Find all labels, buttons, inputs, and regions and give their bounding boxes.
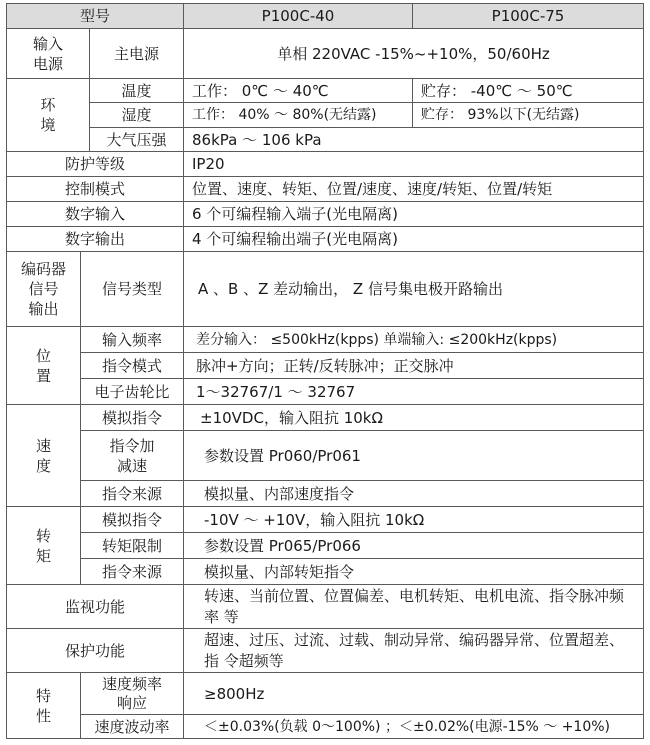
torque-analog-cmd-value: -10V ～ +10V，输入阻抗 10kΩ	[184, 507, 644, 533]
power-main-label: 主电源	[90, 29, 184, 79]
env-humidity-label: 湿度	[90, 103, 184, 128]
position-gear-ratio-value: 1～32767/1 ～ 32767	[184, 379, 644, 405]
env-temp-storage: 贮存： -40℃ ～ 50℃	[413, 79, 644, 103]
digital-output-value: 4 个可编程输出端子(光电隔离)	[184, 227, 644, 252]
speed-accel-value: 参数设置 Pr060/Pr061	[184, 431, 644, 481]
char-speed-fluct-label: 速度波动率	[81, 715, 184, 739]
header-model-label: 型号	[6, 3, 184, 29]
protection-level-label: 防护等级	[6, 152, 184, 177]
encoder-group-label: 编码器 信号 输出	[6, 252, 81, 327]
digital-input-value: 6 个可编程输入端子(光电隔离)	[184, 202, 644, 227]
position-cmd-mode-value: 脉冲+方向；正转/反转脉冲；正交脉冲	[184, 353, 644, 379]
position-cmd-mode-label: 指令模式	[81, 353, 184, 379]
position-gear-ratio-label: 电子齿轮比	[81, 379, 184, 405]
torque-cmd-source-label: 指令来源	[81, 559, 184, 585]
speed-group-label: 速 度	[6, 405, 81, 507]
env-temp-label: 温度	[90, 79, 184, 103]
header-model-a: P100C-40	[184, 3, 413, 29]
char-speed-fluct-value: ＜±0.03%(负载 0～100%) ；＜±0.02%(电源-15% ～ +10%)	[184, 715, 644, 739]
digital-input-label: 数字输入	[6, 202, 184, 227]
env-humidity-work: 工作： 40% ～ 80%(无结露)	[184, 103, 413, 128]
speed-cmd-source-label: 指令来源	[81, 481, 184, 507]
env-humidity-storage: 贮存： 93%以下(无结露)	[413, 103, 644, 128]
protection-level-value: IP20	[184, 152, 644, 177]
monitor-label: 监视功能	[6, 585, 184, 629]
digital-output-label: 数字输出	[6, 227, 184, 252]
env-group-label: 环 境	[6, 79, 90, 152]
torque-group-label: 转 矩	[6, 507, 81, 585]
env-temp-work: 工作： 0℃ ～ 40℃	[184, 79, 413, 103]
env-pressure-label: 大气压强	[90, 128, 184, 152]
speed-accel-label: 指令加 减速	[81, 431, 184, 481]
characteristics-group-label: 特 性	[6, 673, 81, 739]
char-speed-response-value: ≥800Hz	[184, 673, 644, 715]
control-mode-label: 控制模式	[6, 177, 184, 202]
protect-label: 保护功能	[6, 629, 184, 673]
encoder-signal-label: 信号类型	[81, 252, 184, 327]
position-group-label: 位 置	[6, 327, 81, 405]
torque-analog-cmd-label: 模拟指令	[81, 507, 184, 533]
position-input-freq-value: 差分输入： ≤500kHz(kpps) 单端输入: ≤200kHz(kpps)	[184, 327, 644, 353]
power-main-value: 单相 220VAC -15%~+10%，50/60Hz	[184, 29, 644, 79]
speed-cmd-source-value: 模拟量、内部速度指令	[184, 481, 644, 507]
env-pressure-value: 86kPa ～ 106 kPa	[184, 128, 644, 152]
encoder-signal-value: A 、B 、Z 差动输出， Z 信号集电极开路输出	[184, 252, 644, 327]
torque-limit-label: 转矩限制	[81, 533, 184, 559]
control-mode-value: 位置、速度、转矩、位置/速度、速度/转矩、位置/转矩	[184, 177, 644, 202]
torque-limit-value: 参数设置 Pr065/Pr066	[184, 533, 644, 559]
position-input-freq-label: 输入频率	[81, 327, 184, 353]
header-model-b: P100C-75	[413, 3, 644, 29]
char-speed-response-label: 速度频率 响应	[81, 673, 184, 715]
speed-analog-cmd-value: ±10VDC，输入阻抗 10kΩ	[184, 405, 644, 431]
torque-cmd-source-value: 模拟量、内部转矩指令	[184, 559, 644, 585]
monitor-value: 转速、当前位置、位置偏差、电机转矩、电机电流、指令脉冲频率 等	[184, 585, 644, 629]
protect-value: 超速、过压、过流、过载、制动异常、编码器异常、位置超差、指 令超频等	[184, 629, 644, 673]
speed-analog-cmd-label: 模拟指令	[81, 405, 184, 431]
power-group-label: 输入 电源	[6, 29, 90, 79]
